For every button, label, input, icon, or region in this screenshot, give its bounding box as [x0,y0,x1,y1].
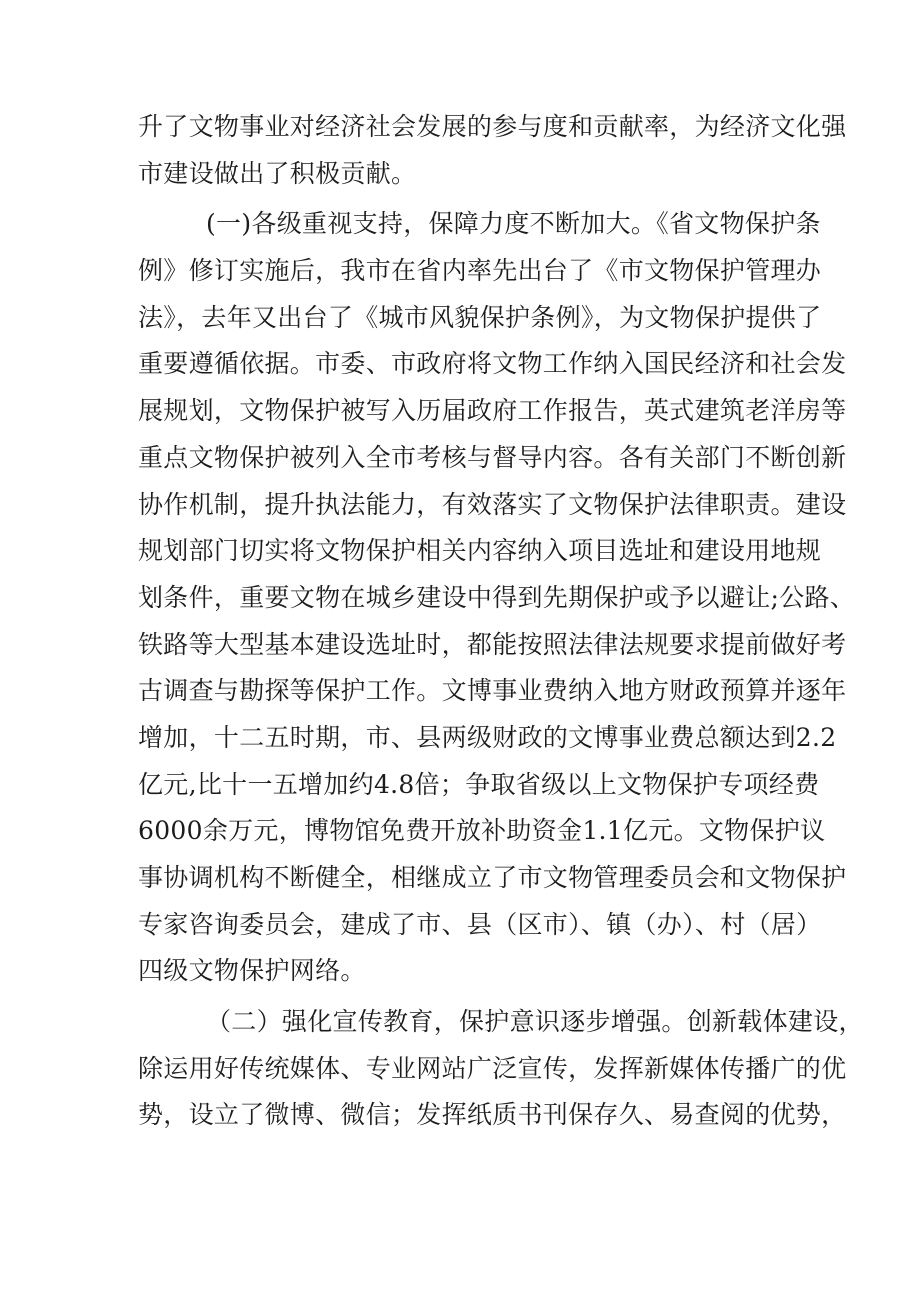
section-heading-line: （二）强化宣传教育，保护意识逐步增强。创新载体建设， [206,1007,864,1037]
document-body [138,104,864,1139]
text-line: 规划部门切实将文物保护相关内容纳入项目选址和建设用地规 [138,536,822,566]
section-heading-line: (一)各级重视支持，保障力度不断加大。《省文物保护条 [206,209,821,239]
text-line: 重要遵循依据。市委、市政府将文物工作纳入国民经济和社会发 [138,349,847,379]
text-line: 市建设做出了积极贡献。 [138,158,417,188]
text-line: 四级文物保护网络。 [138,956,366,986]
text-line: 协作机制，提升执法能力，有效落实了文物保护法律职责。建设 [138,489,847,519]
text-line: 重点文物保护被列入全市考核与督导内容。各有关部门不断创新 [138,442,847,472]
text-line: 除运用好传统媒体、专业网站广泛宣传，发挥新媒体传播广的优 [138,1053,847,1083]
text-line: 法》，去年又出台了《城市风貌保护条例》，为文物保护提供了 [138,302,822,332]
text-line: 展规划，文物保护被写入历届政府工作报告，英式建筑老洋房等 [138,396,847,426]
text-line: 增加，十二五时期，市、县两级财政的文博事业费总额达到2.2 [138,722,837,752]
paragraph-section-2 [138,999,864,1139]
text-line: 古调查与勘探等保护工作。文博事业费纳入地方财政预算并逐年 [138,676,847,706]
text-line: 亿元,比十一五增加约4.8倍；争取省级以上文物保护专项经费 [138,769,820,799]
text-line: 划条件，重要文物在城乡建设中得到先期保护或予以避让;公路、 [138,582,856,612]
text-line: 势，设立了微博、微信；发挥纸质书刊保存久、易查阅的优势， [138,1100,847,1130]
text-line: 升了文物事业对经济社会发展的参与度和贡献率，为经济文化强 [138,112,847,141]
paragraph-intro [138,104,847,197]
text-line: 铁路等大型基本建设选址时，都能按照法律法规要求提前做好考 [138,629,847,659]
text-line: 事协调机构不断健全，相继成立了市文物管理委员会和文物保护 [138,863,847,892]
text-line: 专家咨询委员会，建成了市、县（区市）、镇（办）、村（居） [138,909,822,939]
text-line: 例》修订实施后，我市在省内率先出台了《市文物保护管理办 [138,256,822,286]
text-line: 6000余万元，博物馆免费开放补助资金1.1亿元。文物保护议 [138,816,826,846]
paragraph-section-1 [138,201,856,995]
